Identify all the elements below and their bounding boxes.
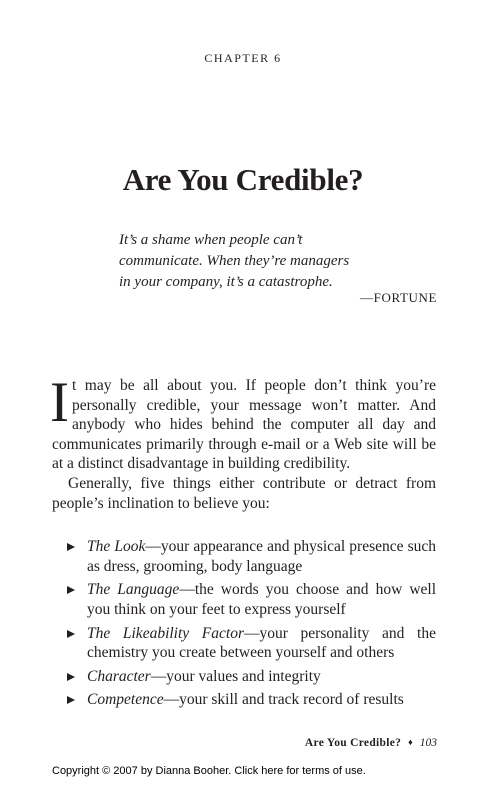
list-item — [52, 580, 436, 619]
epigraph-line: It’s a shame when people can’t — [119, 232, 303, 248]
list-item — [52, 624, 436, 663]
epigraph-line: communicate. When they’re managers — [119, 253, 350, 269]
list-item — [52, 537, 436, 576]
triangle-bullet-icon — [67, 673, 75, 681]
running-footer — [305, 737, 437, 749]
list-item-text: —your personality and the chemistry you create between yourself and others — [87, 624, 436, 662]
epigraph-attribution: —FORTUNE — [360, 290, 437, 305]
epigraph-line: in your company, it’s a catastrophe. — [119, 274, 333, 290]
credibility-factors-list — [52, 537, 436, 710]
epigraph — [119, 230, 437, 293]
opening-paragraph — [50, 371, 436, 474]
triangle-bullet-icon — [67, 543, 75, 551]
chapter-label: CHAPTER 6 — [204, 51, 282, 65]
copyright-terms-link[interactable]: Copyright © 2007 by Dianna Booher. Click here for terms of use. — [52, 765, 366, 777]
list-item-term: The Likeability Factor — [87, 624, 244, 642]
second-paragraph: Generally, five things either contribute or detract from people’s inclination to believe you: — [52, 474, 436, 512]
list-item-term: Competence — [87, 691, 164, 709]
drop-cap: I — [50, 371, 69, 434]
list-item — [52, 690, 436, 710]
chapter-body — [50, 371, 437, 714]
triangle-bullet-icon — [67, 586, 75, 594]
running-title: Are You Credible? — [304, 737, 402, 749]
list-item-text: —your appearance and physical presence such as dress, grooming, body language — [87, 538, 437, 575]
triangle-bullet-icon — [67, 696, 75, 704]
list-item — [52, 667, 436, 687]
list-item-text: —your values and integrity — [150, 667, 321, 685]
list-item-text: —the words you choose and how well you think on your feet to express yourself — [87, 581, 437, 618]
chapter-title: Are You Credible? — [122, 162, 364, 197]
list-item-term: Character — [87, 667, 151, 685]
list-item-term: The Look — [87, 538, 146, 556]
diamond-separator-icon: ♦ — [408, 737, 413, 747]
opening-paragraph-text: t may be all about you. If people don’t think you’re personally credible, your message won’t matter. And anybody who hides behind the computer all day and communicates primarily through e-mail or a Web site will be at a distinct disadvantage in building credibility. — [52, 377, 436, 473]
list-item-term: The Language — [87, 581, 180, 599]
list-item-text: —your skill and track record of results — [163, 691, 404, 709]
page-number: 103 — [419, 737, 437, 749]
triangle-bullet-icon — [67, 630, 75, 638]
